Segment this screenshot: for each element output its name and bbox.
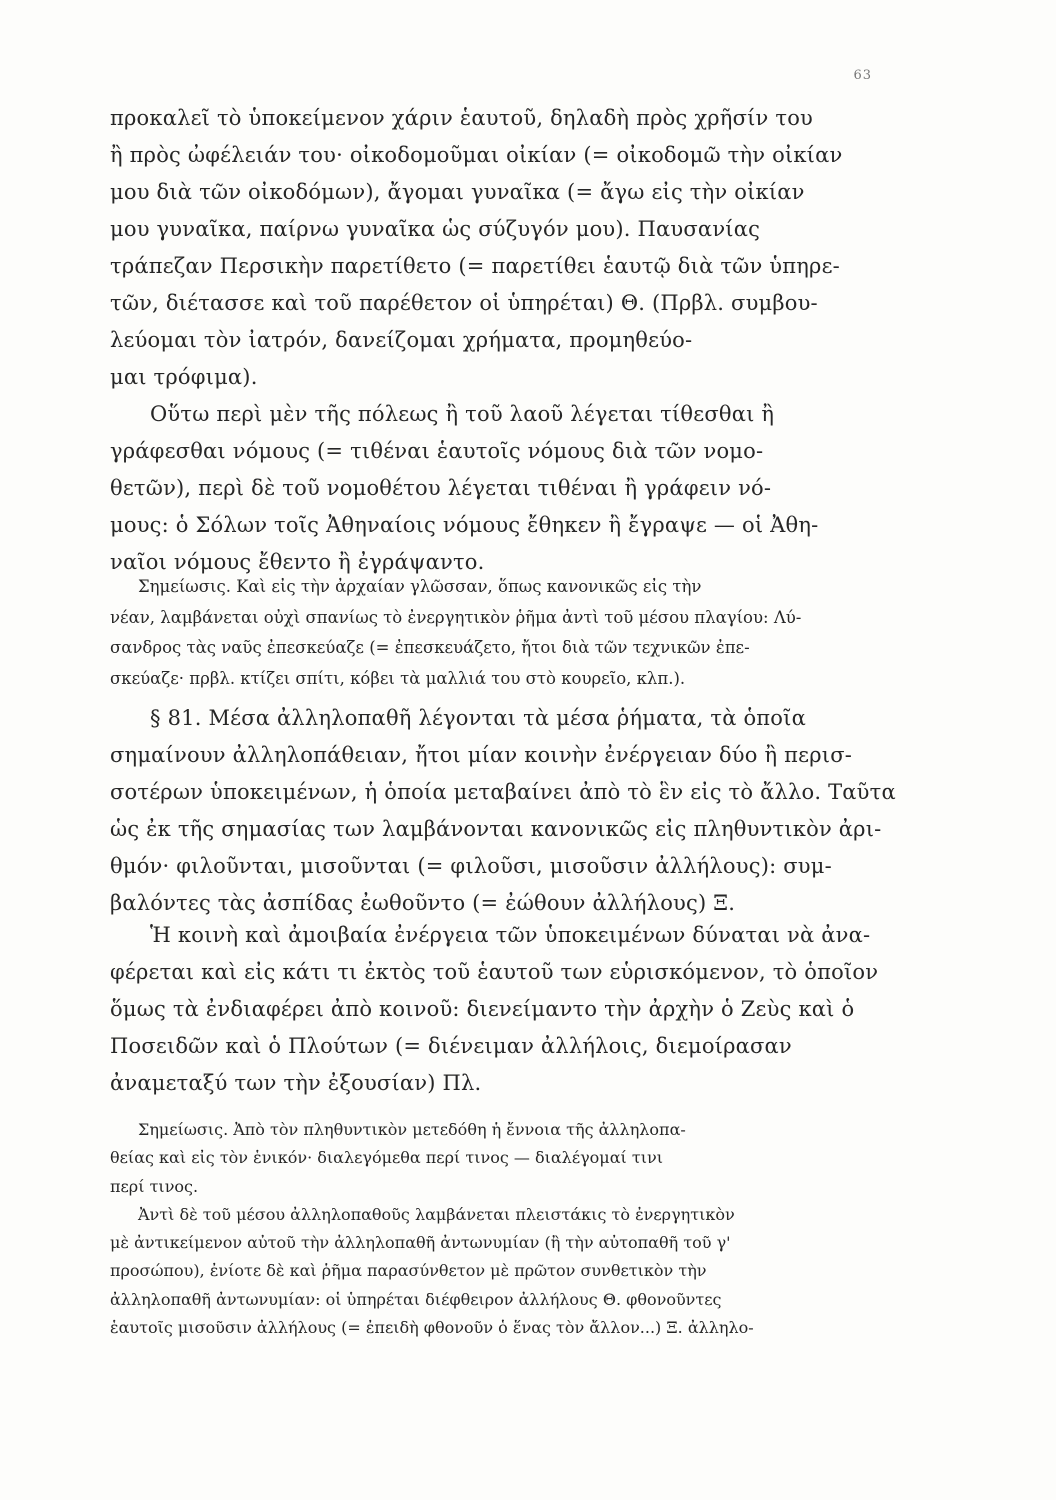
text-line: Οὕτω περὶ μὲν τῆς πόλεως ἢ τοῦ λαοῦ λέγεται τίθεσθαι ἢ — [150, 402, 775, 426]
text-line: τῶν, διέτασσε καὶ τοῦ παρέθετον οἱ ὑπηρέται) Θ. (Πρβλ. συμβου- — [110, 291, 818, 315]
text-line: Ἡ κοινὴ καὶ ἀμοιβαία ἐνέργεια τῶν ὑποκειμένων δύναται νὰ ἀνα- — [150, 923, 871, 947]
text-line: ναῖοι νόμους ἔθεντο ἢ ἐγράψαντο. — [110, 550, 485, 574]
text-line: μαι τρόφιμα). — [110, 365, 258, 389]
text-line: ὡς ἐκ τῆς σημασίας των λαμβάνονται κανονικῶς εἰς πληθυντικὸν ἀρι- — [110, 817, 882, 841]
text-line: σημαίνουν ἀλληλοπάθειαν, ἤτοι μίαν κοινὴν ἐνέργειαν δύο ἢ περισ- — [110, 743, 853, 767]
text-line: ὅμως τὰ ἐνδιαφέρει ἀπὸ κοινοῦ: διενείμαντο τὴν ἀρχὴν ὁ Ζεὺς καὶ ὁ — [110, 997, 855, 1021]
text-line: Ποσειδῶν καὶ ὁ Πλούτων (= διένειμαν ἀλλήλοις, διεμοίρασαν — [110, 1034, 792, 1058]
text-line: βαλόντες τὰς ἀσπίδας ἐωθοῦντο (= ἐώθουν ἀλλήλους) Ξ. — [110, 891, 736, 915]
text-line: γράφεσθαι νόμους (= τιθέναι ἑαυτοῖς νόμους διὰ τῶν νομο- — [110, 439, 764, 463]
text-line: προσώπου), ἐνίοτε δὲ καὶ ῥῆμα παρασύνθετον μὲ πρῶτον συνθετικὸν τὴν — [110, 1261, 707, 1281]
text-line: νέαν, λαμβάνεται οὐχὶ σπανίως τὸ ἐνεργητικὸν ῥῆμα ἀντὶ τοῦ μέσου πλαγίου: Λύ- — [110, 607, 802, 627]
text-line: ἀλληλοπαθῆ ἀντωνυμίαν: οἱ ὑπηρέται διέφθειρον ἀλλήλους Θ. φθονοῦντες — [110, 1289, 722, 1309]
text-line: περί τινος. — [110, 1176, 199, 1196]
note-reciprocal-singular — [110, 1116, 880, 1342]
text-line: σανδρος τὰς ναῦς ἐπεσκεύαζε (= ἐπεσκευάζετο, ἤτοι διὰ τῶν τεχνικῶν ἐπε- — [110, 638, 750, 657]
paragraph-common-action — [110, 917, 880, 1102]
text-line: τράπεζαν Περσικὴν παρετίθετο (= παρετίθει ἑαυτῷ διὰ τῶν ὑπηρε- — [110, 254, 840, 278]
text-line: μὲ ἀντικείμενον αὐτοῦ τὴν ἀλληλοπαθῆ ἀντωνυμίαν (ἢ τὴν αὐτοπαθῆ τοῦ γ' — [110, 1233, 731, 1253]
text-line: Σημείωσις. Καὶ εἰς τὴν ἀρχαίαν γλῶσσαν, ὅπως κανονικῶς εἰς τὴν — [138, 577, 702, 596]
text-line: μους: ὁ Σόλων τοῖς Ἀθηναίοις νόμους ἔθηκεν ἢ ἔγραψε — οἱ Ἀθη- — [110, 513, 819, 537]
text-line: Σημείωσις. Ἀπὸ τὸν πληθυντικὸν μετεδόθη ἡ ἔννοια τῆς ἀλληλοπα- — [138, 1120, 686, 1139]
page-number: 63 — [853, 68, 872, 83]
paragraph-laws — [110, 396, 880, 581]
text-line: μου γυναῖκα, παίρνω γυναῖκα ὡς σύζυγόν μου). Παυσανίας — [110, 217, 761, 241]
text-line: προκαλεῖ τὸ ὑποκείμενον χάριν ἑαυτοῦ, δηλαδὴ πρὸς χρῆσίν του — [110, 106, 814, 130]
text-line: θείας καὶ εἰς τὸν ἑνικόν· διαλεγόμεθα περί τινος — διαλέγομαί τινι — [110, 1148, 663, 1168]
note-active-for-middle — [110, 572, 880, 694]
section-81-reciprocal-middle — [110, 700, 896, 922]
text-line: ἀναμεταξύ των τὴν ἐξουσίαν) Πλ. — [110, 1071, 482, 1095]
text-line: μου διὰ τῶν οἰκοδόμων), ἄγομαι γυναῖκα (= ἄγω εἰς τὴν οἰκίαν — [110, 180, 805, 204]
text-line: λεύομαι τὸν ἰατρόν, δανείζομαι χρήματα, προμηθεύο- — [110, 328, 693, 352]
text-line: σοτέρων ὑποκειμένων, ἡ ὁποία μεταβαίνει ἀπὸ τὸ ἓν εἰς τὸ ἄλλο. Ταῦτα — [110, 780, 896, 804]
text-line: ἢ πρὸς ὠφέλειάν του· οἰκοδομοῦμαι οἰκίαν (= οἰκοδομῶ τὴν οἰκίαν — [110, 143, 843, 167]
section-heading-line: § 81. Μέσα ἀλληλοπαθῆ λέγονται τὰ μέσα ῥήματα, τὰ ὁποῖα — [150, 706, 806, 730]
text-line: φέρεται καὶ εἰς κάτι τι ἐκτὸς τοῦ ἑαυτοῦ των εὑρισκόμενον, τὸ ὁποῖον — [110, 960, 879, 984]
paragraph-middle-voice-benefit — [110, 100, 880, 396]
text-line: ἑαυτοῖς μισοῦσιν ἀλλήλους (= ἐπειδὴ φθονοῦν ὁ ἕνας τὸν ἄλλον...) Ξ. ἀλληλο- — [110, 1318, 754, 1338]
text-line: θετῶν), περὶ δὲ τοῦ νομοθέτου λέγεται τιθέναι ἢ γράφειν νό- — [110, 476, 772, 500]
text-line: σκεύαζε· πρβλ. κτίζει σπίτι, κόβει τὰ μαλλιά του στὸ κουρεῖο, κλπ.). — [110, 668, 686, 688]
text-line: θμόν· φιλοῦνται, μισοῦνται (= φιλοῦσι, μισοῦσιν ἀλλήλους): συμ- — [110, 854, 832, 878]
text-line: Ἀντὶ δὲ τοῦ μέσου ἀλληλοπαθοῦς λαμβάνεται πλειστάκις τὸ ἐνεργητικὸν — [138, 1204, 735, 1224]
